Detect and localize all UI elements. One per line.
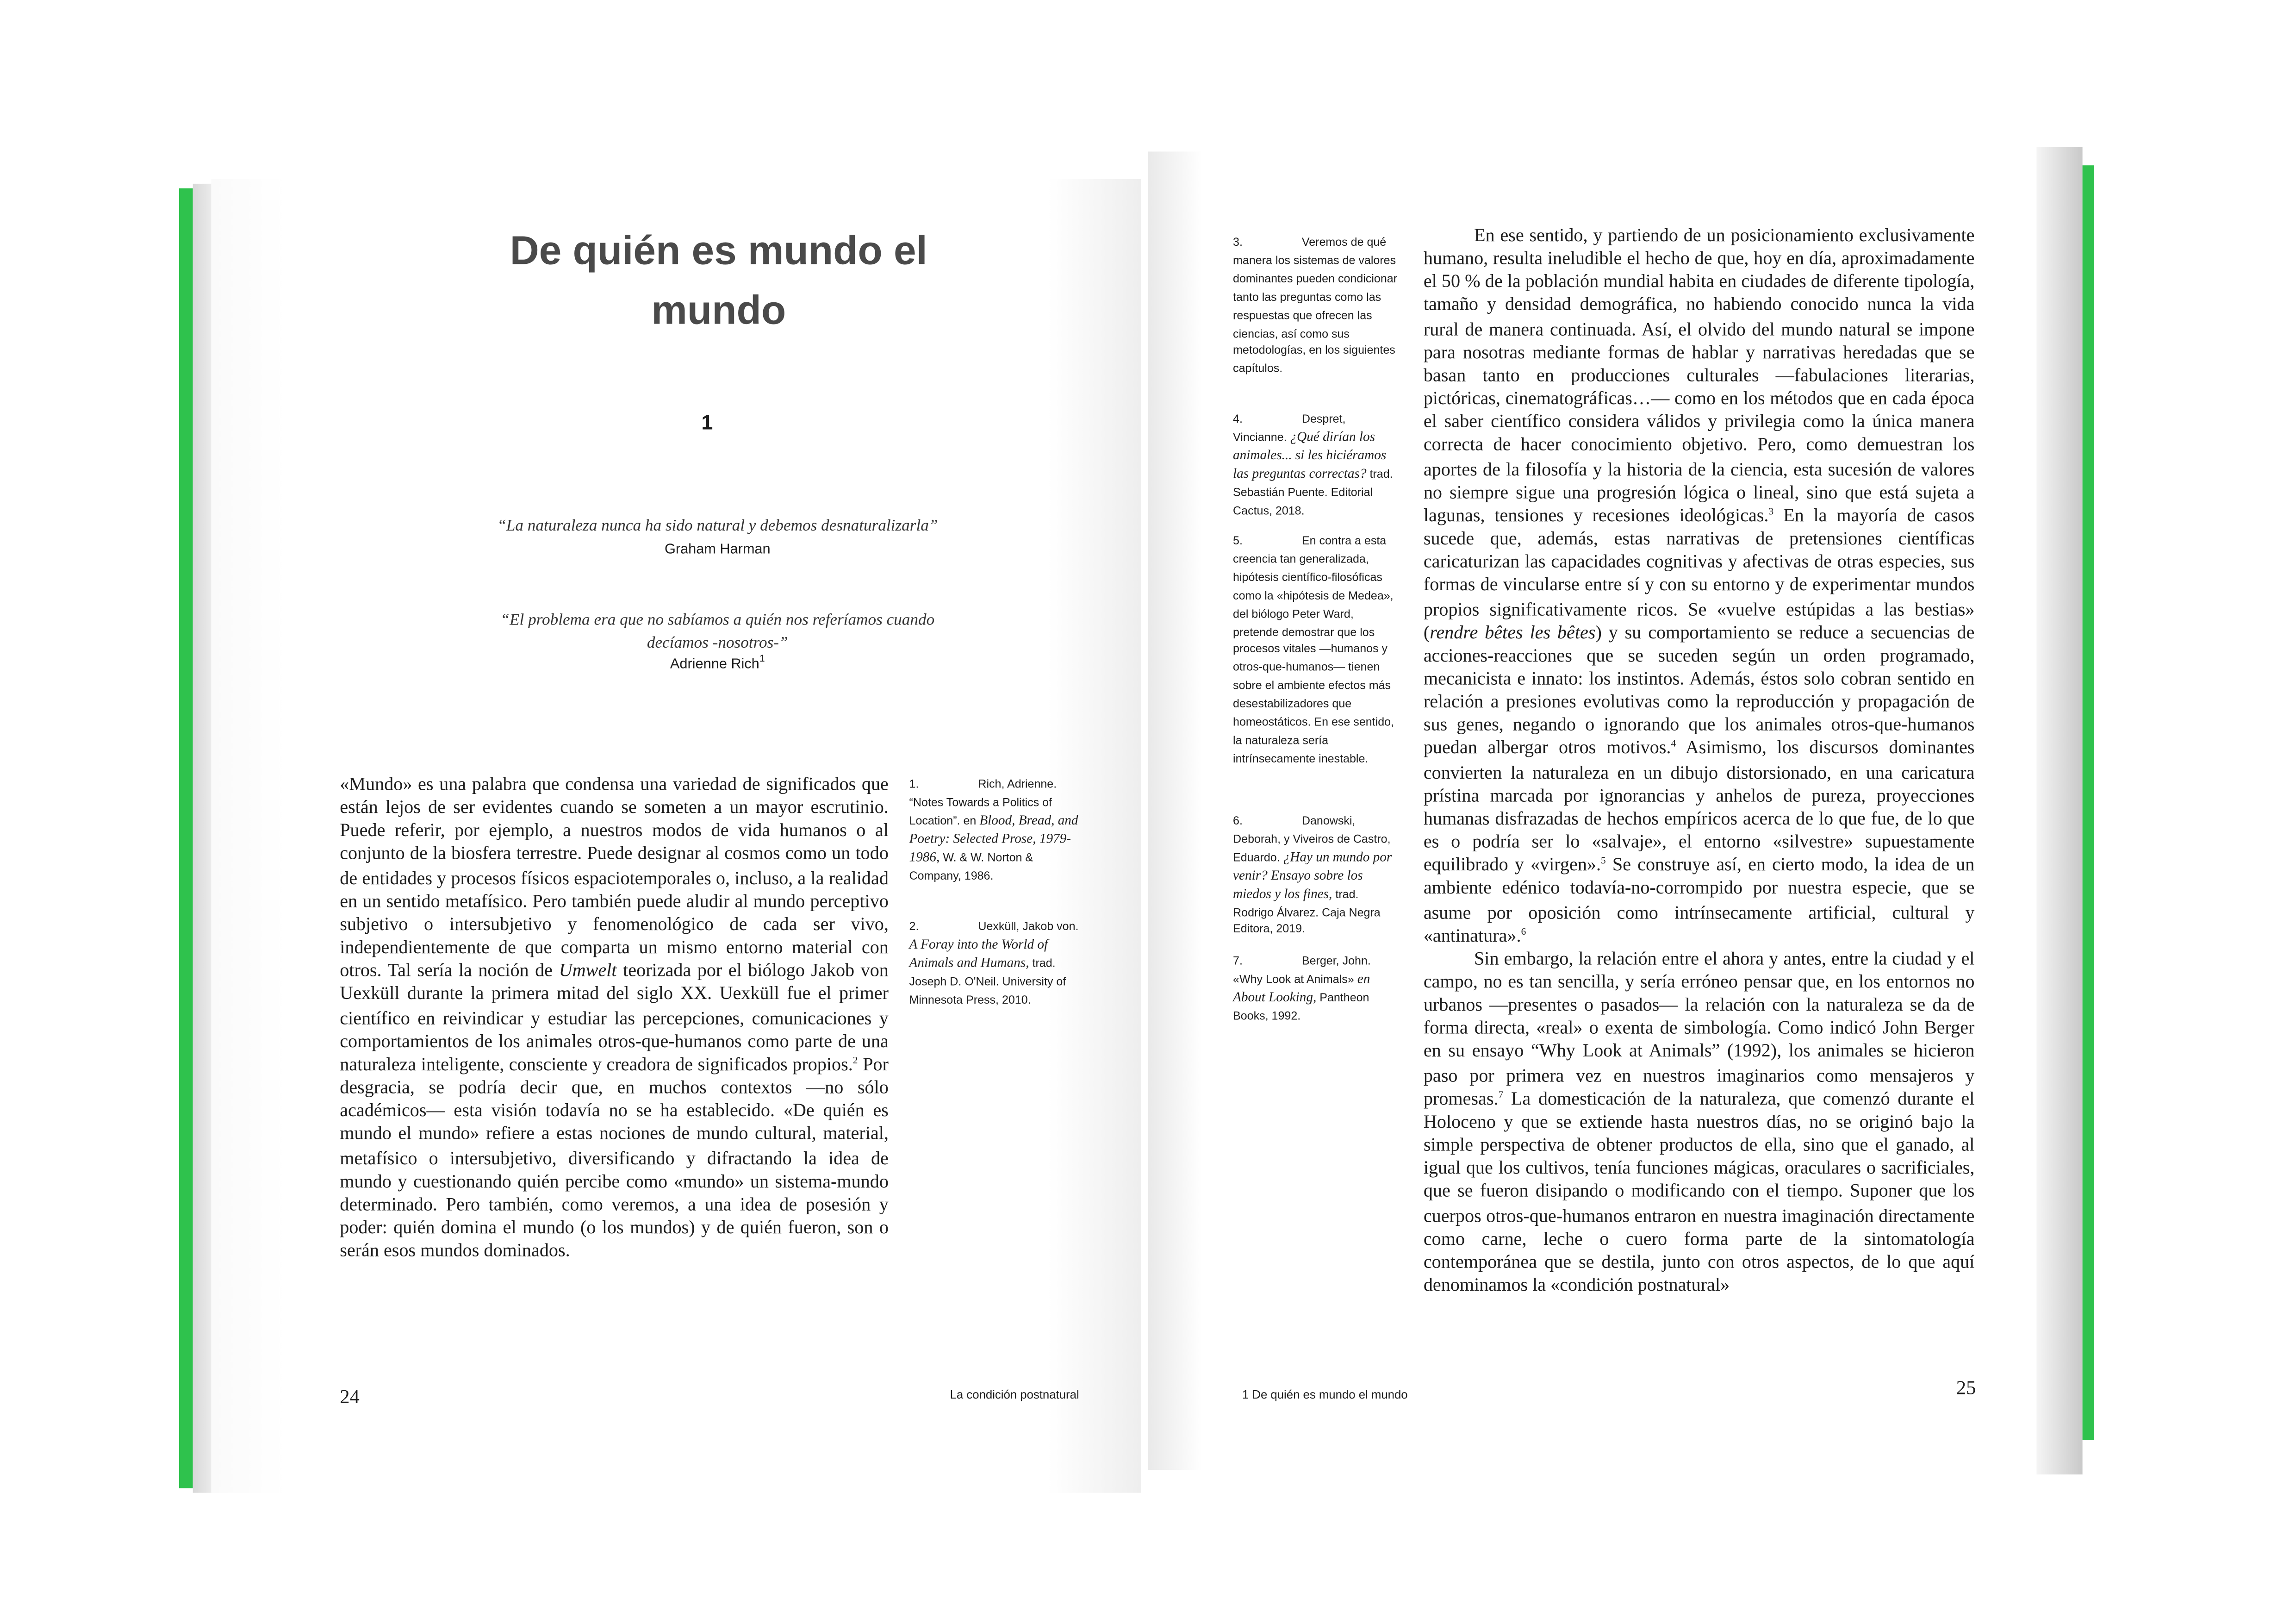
fn2-a: Uexküll, Jakob von.	[978, 921, 1079, 935]
left-body-note: 2	[852, 1054, 858, 1066]
epigraph-2-author-name: Adrienne Rich	[670, 657, 759, 674]
right-page-stack	[2036, 147, 2082, 1474]
footnote-3	[1233, 237, 1398, 382]
fn6-b: trad. Rodrigo Álvarez. Caja Negra Editora, 2019.	[1233, 888, 1381, 938]
epigraph-2	[471, 611, 964, 677]
right-body-p1c: ) y su comportamiento se reduce a secuencias de acciones-reacciones que se suceden según un orden programado, mecanicista e innato: los instintos. Además, éstos solo cobran sentido en relación a presiones evolutivas como la reproducción y propagación de sus genes, negando o ignorando que los animales otros-que-humanos puedan albergar otros motivos.	[1423, 621, 1975, 759]
fn4-b: trad. Sebastián Puente. Editorial Cactus, 2018.	[1233, 468, 1393, 518]
footnote-7	[1233, 956, 1398, 1028]
epigraph-1-text: “La naturaleza nunca ha sido natural y debemos desnaturalizarla”	[497, 517, 938, 535]
footnote-1	[909, 779, 1079, 887]
footnote-6	[1233, 815, 1398, 943]
fn4-i: ¿Qué dirían los animales... si les hiciéramos las preguntas correctas?	[1233, 431, 1387, 482]
fn1-num: 1.	[909, 778, 919, 793]
left-body-p2: teorizada por el biólogo Jakob von Uexküll durante la primera mitad del siglo XX. Uexküll fue el primer científico en reivindicar y estudiar las percepciones, comunicaciones y comportamientos de los animales otros-que-humanos como parte de una naturaleza inteligente, consciente y creadora de significados propios.	[340, 960, 889, 1075]
right-body-p1a: En ese sentido, y partiendo de un posicionamiento exclusivamente humano, resulta ineludible el hecho de que, hoy en día, aproximadamente el 50 % de la población mundial habita en ciudades de diferente tipología, tamaño y densidad demográfica, no habiendo conocido nunca la vida rural de manera continuada. Así, el olvido del mundo natural se impone para nosotras mediante formas de hablar y narrativas heredadas que se basan tanto en producciones culturales —fabulaciones literarias, pictóricas, cinematográficas…— como en los métodos que en cada época el saber científico considera válidos y privilegia como la única manera correcta de hacer conocimiento objetivo. Pero, como demuestran los aportes de la filosofía y la historia de la ciencia, esta sucesión de valores no siempre sigue una progresión lógica o lineal, sino que está sujeta a lagunas, tensiones y recesiones ideológicas.	[1423, 225, 1975, 526]
chapter-number: 1	[701, 411, 713, 434]
footnote-2	[909, 921, 1079, 1012]
right-body-p1b: En la mayoría de casos sucede que, además, estas narrativas de pretensiones científicas caricaturizan las capacidades cognitivas y afectivas de otras especies, sus formas de vincularse entre sí y con su entorno y de experimentar mundos propios significativamente ricos. Se «vuelve estúpidas a las bestias» (	[1423, 505, 1975, 643]
fn7-i: en About Looking,	[1233, 973, 1370, 1006]
fn1-a: Rich, Adrienne. “Notes Towards a Politics of Location”. en	[909, 778, 1057, 829]
right-running-head: 1 De quién es mundo el mundo	[1242, 1389, 1408, 1404]
fn3-text: Veremos de qué manera los sistemas de valores dominantes pueden condicionar tanto las preguntas como las respuestas que ofrecen las ciencias, así como sus metodologías, en los siguientes capítulos.	[1233, 236, 1398, 378]
left-running-head: La condición postnatural	[950, 1389, 1079, 1404]
fn2-b: trad. Joseph D. O'Neil. University of Minnesota Press, 2010.	[909, 957, 1066, 1008]
right-folio: 25	[1956, 1375, 1976, 1399]
fn6-i: ¿Hay un mundo por venir? Ensayo sobre los miedos y los fines,	[1233, 851, 1392, 902]
right-note-5: 5	[1601, 855, 1606, 867]
right-note-6: 6	[1521, 924, 1526, 937]
fn2-num: 2.	[909, 921, 919, 935]
right-body-em: rendre bêtes les bêtes	[1430, 621, 1596, 643]
fn7-b: Pantheon Books, 1992.	[1233, 992, 1369, 1024]
fn4-num: 4.	[1233, 413, 1243, 427]
right-body-p1d: Asimismo, los discursos dominantes convierten la naturaleza en un dibujo distorsionado, en una caricatura prístina marcada por ignorancias y anhelos de pureza, proyecciones humanas disfrazadas de hechos empíricos acerca de lo que fue, de lo que es o podría ser lo «salvaje», el entorno «silvestre» supuestamente equilibrado y «virgen».	[1423, 738, 1975, 876]
epigraph-1	[471, 517, 964, 561]
epigraph-2-text: “El problema era que no sabíamos a quién nos referíamos cuando decíamos -nosotros-”	[500, 611, 935, 651]
right-body-p2a: Sin embargo, la relación entre el ahora y antes, entre la ciudad y el campo, no es tan sencilla, y sería erróneo pensar que, en los entornos no urbanos —presentes o pasados— la relación con la naturaleza se da de forma directa, «real» o exenta de simbología. Como indicó John Berger en su ensayo “Why Look at Animals” (1992), los animales se hicieron paso por primera vez en nuestros imaginarios como mensajeros y promesas.	[1423, 948, 1975, 1109]
left-page-green-edge	[179, 188, 193, 1488]
right-note-4: 4	[1671, 738, 1676, 750]
fn1-b: W. & W. Norton & Company, 1986.	[909, 851, 1033, 883]
footnote-5	[1233, 535, 1398, 771]
fn3-num: 3.	[1233, 236, 1243, 250]
right-note-3: 3	[1768, 505, 1774, 517]
epigraph-2-note: 1	[759, 652, 765, 664]
footnote-4	[1233, 413, 1398, 522]
fn5-text: En contra a esta creencia tan generalizada, hipótesis científico-filosóficas como la «hipótesis de Medea», del biólogo Peter Ward, pretende demostrar que los procesos vitales —humanos y otros-que-humanos— tienen sobre el ambiente efectos más desestabilizadores que homeostáticos. En ese sentido, la naturaleza sería intrínsecamente inestable.	[1233, 535, 1394, 767]
fn6-num: 6.	[1233, 815, 1243, 829]
fn1-i: Blood, Bread, and Poetry: Selected Prose, 1979-1986,	[909, 815, 1078, 865]
epigraph-2-author	[471, 652, 964, 677]
fn5-num: 5.	[1233, 535, 1243, 549]
right-body-text	[1424, 225, 1975, 1298]
chapter-title: De quién es mundo el mundo	[510, 227, 927, 333]
fn6-a: Danowski, Deborah, y Viveiros de Castro, Eduardo.	[1233, 815, 1391, 866]
right-page-green-edge	[2083, 165, 2094, 1440]
left-folio: 24	[340, 1385, 360, 1408]
left-body-p3: Por desgracia, se podría decir que, en muchos contextos —no sólo académicos— esta visión todavía no se ha establecido. «De quién es mundo el mundo» refiere a estas nociones de mundo cultural, material, metafísico o intersubjetivo, diversificando y difractando la idea de mundo y cuestionando quién percibe como «mundo» un sistema-mundo determinado. Pero también, como veremos, a una idea de posesión y poder: quién domina el mundo (o los mundos) y de quién fueron, son o serán esos mundos dominados.	[340, 1054, 889, 1262]
right-note-7: 7	[1498, 1088, 1504, 1100]
epigraph-1-author: Graham Harman	[664, 541, 771, 557]
fn7-num: 7.	[1233, 955, 1243, 969]
left-body-em: Umwelt	[559, 960, 617, 981]
fn4-a: Despret, Vincianne.	[1233, 413, 1346, 445]
left-body-text	[340, 774, 889, 1264]
right-body-p1e: Se construye así, en cierto modo, la idea de un ambiente edénico todavía-no-corrompido por nuestra especie, que se asume por oposición como intrínsecamente artificial, cultural y «antinatura».	[1423, 855, 1975, 946]
left-body-p1: «Mundo» es una palabra que condensa una variedad de significados que están lejos de ser evidentes cuando se someten a un mayor escrutinio. Puede referir, por ejemplo, a nuestros modos de vida humanos o al conjunto de la biosfera terrestre. Puede designar al cosmos como un todo de entidades y procesos físicos espaciotemporales o, incluso, a la realidad en un sentido metafísico. Pero también puede aludir al mundo perceptivo subjetivo o intersubjetivo y fenomenológico de cada ser vivo, independientemente de que comparta un mismo entorno material con otros. Tal sería la noción de	[340, 774, 889, 981]
fn2-i: A Foray into the World of Animals and Humans,	[909, 939, 1048, 971]
fn7-a: Berger, John. «Why Look at Animals»	[1233, 955, 1371, 987]
right-body-p2b: La domesticación de la naturaleza, que comenzó durante el Holoceno y que se extiende hasta nuestros días, no se originó bajo la simple perspectiva de obtener productos de ella, sino que el ganado, al igual que los cultivos, tenía funciones mágicas, oraculares o sacrificiales, que se fueron disipando o modificando con el tiempo. Suponer que los cuerpos otros-que-humanos entraron en nuestra imaginación directamente como carne, leche o cuero forma parte de la sintomatología contemporánea que se destila, junto con otros aspectos, de lo que aquí denominamos la «condición postnatural»	[1423, 1088, 1975, 1296]
